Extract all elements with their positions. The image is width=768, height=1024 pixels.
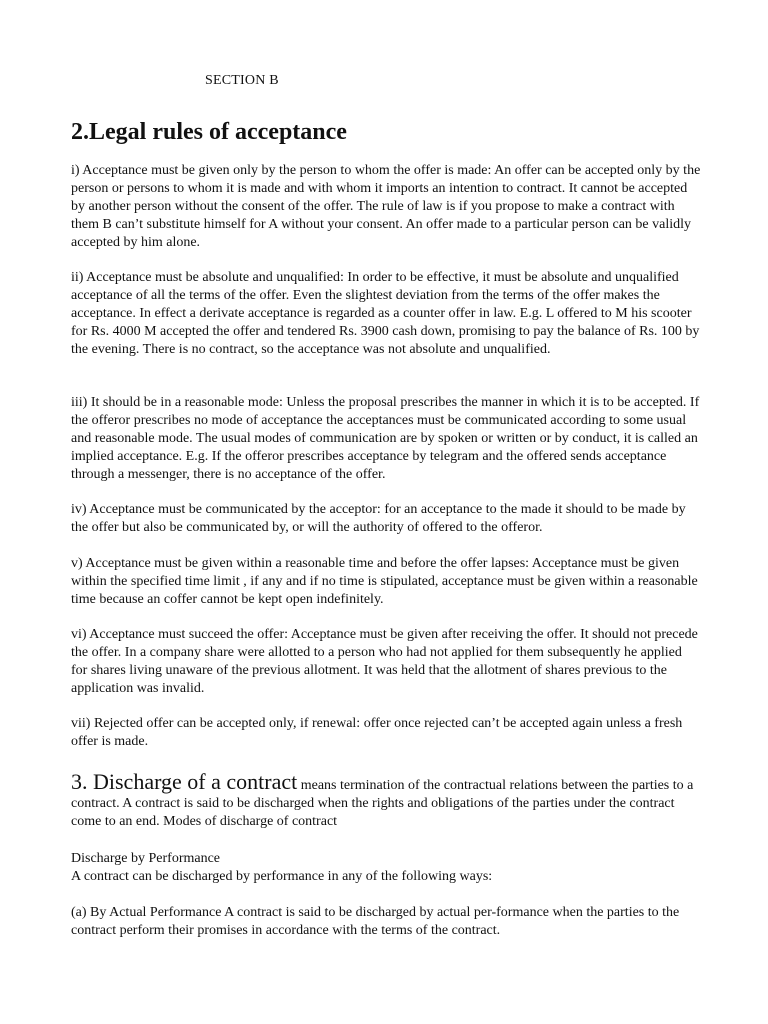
acceptance-rule-3: iii) It should be in a reasonable mode: Unless the proposal prescribes the manner in which it is to be accepted. If the offeror prescribes no mode of acceptance the acceptances must be communicated according to some usual and reasonable mode. The usual modes of communication are by spoken or written or by conduct, it is called an implied acceptance. E.g. If the offeror prescribes acceptance by telegram and the offered sends acceptance through a messenger, there is no acceptance of the offer.: [71, 395, 700, 482]
acceptance-rule-7: vii) Rejected offer can be accepted only, if renewal: offer once rejected can’t be accepted again unless a fresh offer is made.: [71, 716, 683, 749]
performance-heading: Discharge by Performance: [71, 851, 221, 866]
discharge-paragraph: [71, 771, 701, 831]
acceptance-rule-5: v) Acceptance must be given within a reasonable time and before the offer lapses: Acceptance must be given within the specified time limit , if any and if no time is stipulated, acceptance must be given within a reasonable time because an coffer cannot be kept open indefinitely.: [71, 556, 698, 607]
performance-block: [71, 850, 701, 886]
main-heading: 2.Legal rules of acceptance: [71, 119, 347, 145]
section-label: SECTION B: [205, 73, 279, 88]
performance-item-a: (a) By Actual Performance A contract is said to be discharged by actual per-formance when the parties to the contract perform their promises in accordance with the terms of the contract.: [71, 905, 680, 938]
discharge-heading: 3. Discharge of a contract: [71, 769, 298, 794]
acceptance-rule-2: ii) Acceptance must be absolute and unqualified: In order to be effective, it must be absolute and unqualified acceptance of all the terms of the offer. Even the slightest deviation from the terms of the offer makes the acceptance. In effect a derivate acceptance is regarded as a counter offer in law. E.g. L offered to M his scooter for Rs. 4000 M accepted the offer and tendered Rs. 3900 cash down, promising to pay the balance of Rs. 100 by the evening. There is no contract, so the acceptance was not absolute and unqualified.: [71, 270, 700, 357]
discharge-text: means termination of the contractual relations between the parties to a contract. A contract is said to be discharged when the rights and obligations of the parties under the contract come to an end. Modes of discharge of contract: [71, 778, 694, 829]
performance-intro: A contract can be discharged by performance in any of the following ways:: [71, 869, 493, 884]
acceptance-rule-4: iv) Acceptance must be communicated by the acceptor: for an acceptance to the made it should to be made by the offer but also be communicated by, or will the authority of offered to the offeror.: [71, 502, 686, 535]
acceptance-rule-6: vi) Acceptance must succeed the offer: Acceptance must be given after receiving the offer. It should not precede the offer. In a company share were allotted to a person who had not applied for them subsequently he applied for shares living unaware of the previous allotment. It was held that the allotment of shares previous to the application was invalid.: [71, 627, 698, 696]
acceptance-rule-1: i) Acceptance must be given only by the person to whom the offer is made: An offer can be accepted only by the person or persons to whom it is made and with whom it imports an intention to contract. It cannot be accepted by another person without the consent of the offer. The rule of law is if you propose to make a contract with them B can’t substitute himself for A without your consent. An offer made to a particular person can be validly accepted by him alone.: [71, 163, 701, 250]
